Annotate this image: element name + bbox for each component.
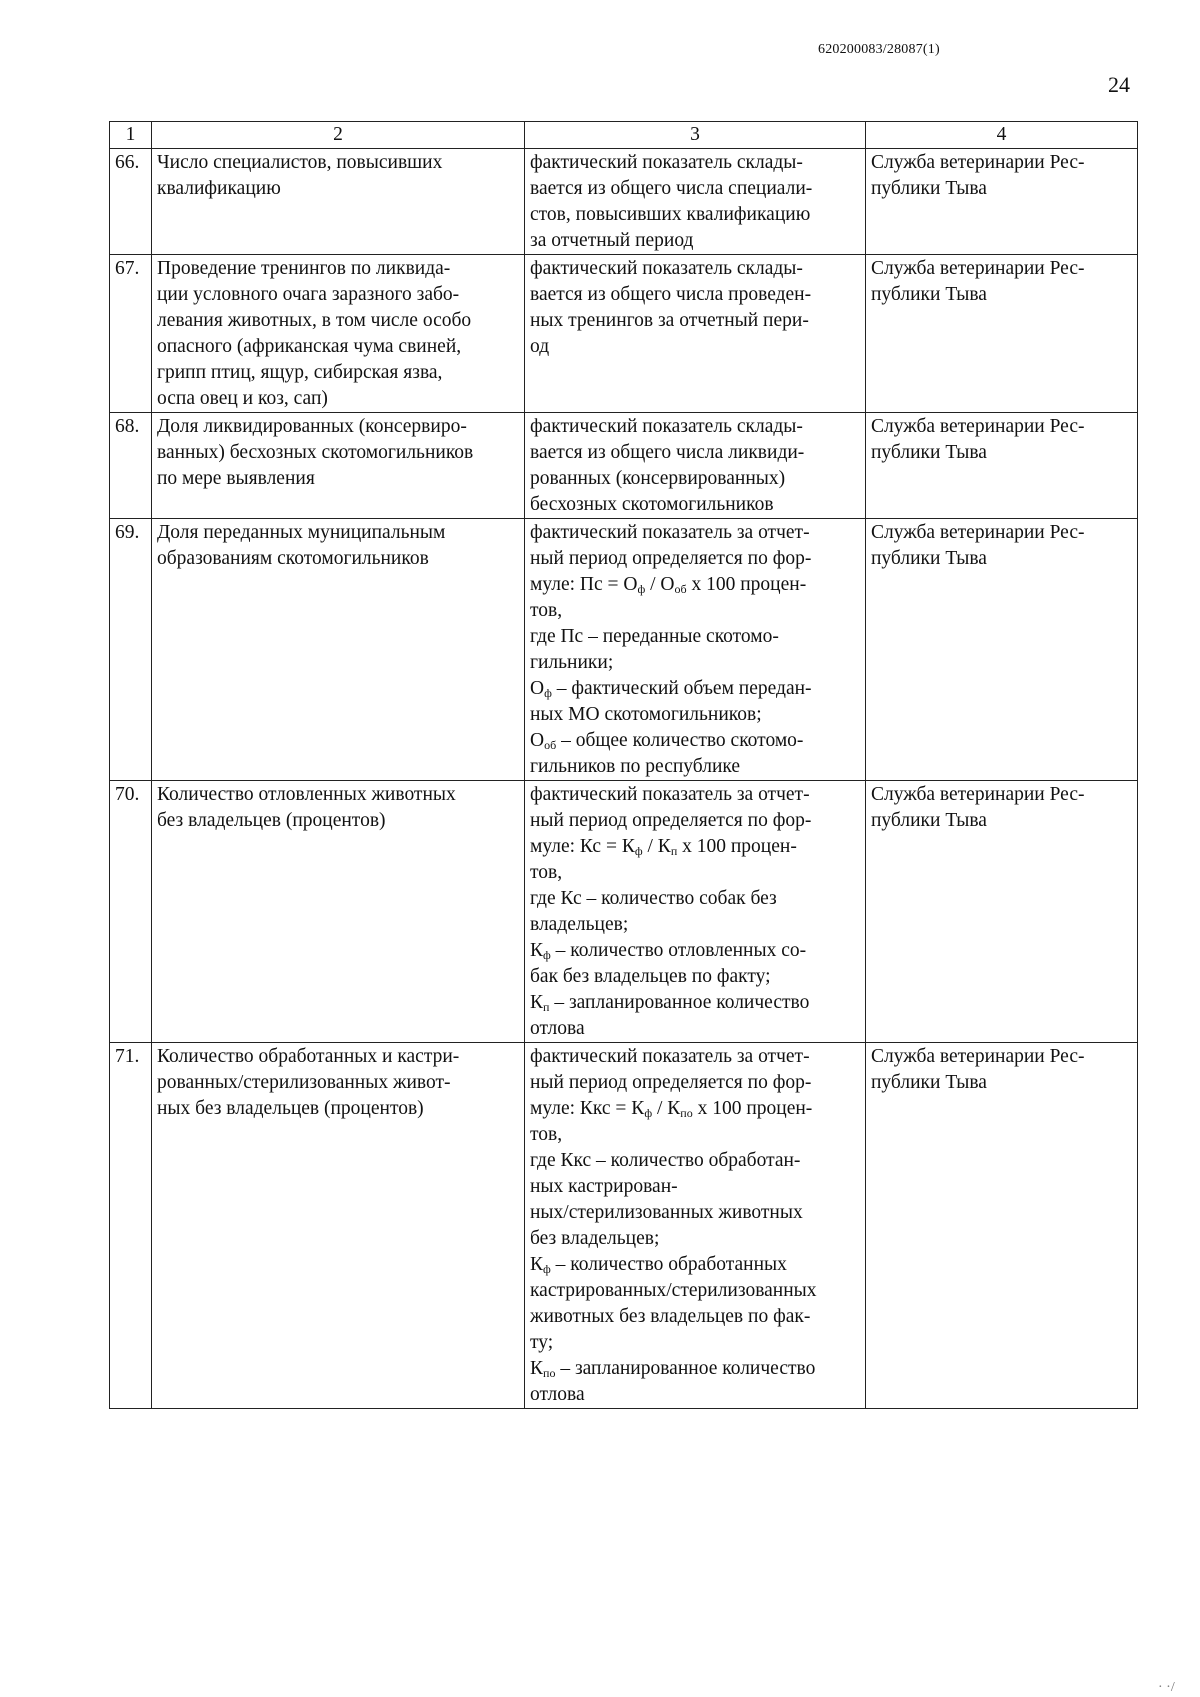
responsible-agency: Служба ветеринарии Рес- публики Тыва <box>866 1043 1138 1409</box>
row-number: 69. <box>110 519 152 781</box>
subscript-p: п <box>670 844 678 858</box>
subscript-ob: об <box>674 582 687 596</box>
method-text: фактический показатель за отчет- ный период определяется по фор- муле: Пс = О <box>530 522 812 595</box>
corner-mark: · ·/ <box>1158 1680 1175 1695</box>
column-header-4: 4 <box>866 122 1138 149</box>
method-text: фактический показатель за отчет- ный период определяется по фор- муле: Ккс = К <box>530 1046 812 1119</box>
subscript-po: по <box>543 1366 556 1380</box>
table-row <box>110 149 1138 255</box>
subscript-po: по <box>680 1106 693 1120</box>
method-text: фактический показатель склады- вается из общего числа ликвиди- рованных (консервированных) бесхозных скотомогильников <box>530 416 805 515</box>
row-number: 67. <box>110 255 152 413</box>
indicator-name: Число специалистов, повысивших квалификацию <box>152 149 525 255</box>
calculation-method <box>525 255 866 413</box>
column-header-1: 1 <box>110 122 152 149</box>
indicator-name: Доля ликвидированных (консервиро- ванных) бесхозных скотомогильников по мере выявления <box>152 413 525 519</box>
column-header-2: 2 <box>152 122 525 149</box>
method-text: / К <box>652 1098 681 1119</box>
row-number: 71. <box>110 1043 152 1409</box>
table-header <box>110 122 1138 149</box>
method-text: – количество отловленных со- бак без владельцев по факту; К <box>530 940 807 1013</box>
responsible-agency: Служба ветеринарии Рес- публики Тыва <box>866 413 1138 519</box>
method-text: фактический показатель склады- вается из общего числа специали- стов, повысивших квалификацию за отчетный период <box>530 152 813 251</box>
page-number: 24 <box>1108 72 1130 97</box>
responsible-agency: Служба ветеринарии Рес- публики Тыва <box>866 781 1138 1043</box>
subscript-f: ф <box>637 582 646 596</box>
indicator-name: Количество обработанных и кастри- рованных/стерилизованных живот- ных без владельцев (процентов) <box>152 1043 525 1409</box>
subscript-f: ф <box>634 844 643 858</box>
method-text: – запланированное количество отлова <box>530 1358 816 1405</box>
method-text: х 100 процен- тов, где Ккс – количество обработан- ных кастрирован- ных/стерилизованных животных без владельцев; К <box>530 1098 813 1275</box>
calculation-method <box>525 1043 866 1409</box>
calculation-method <box>525 413 866 519</box>
method-text: х 100 процен- тов, где Кс – количество собак без владельцев; К <box>530 836 797 961</box>
row-number: 70. <box>110 781 152 1043</box>
subscript-f: ф <box>544 686 552 700</box>
table-row <box>110 1043 1138 1409</box>
table-row <box>110 413 1138 519</box>
row-number: 66. <box>110 149 152 255</box>
method-text: – фактический объем передан- ных МО скотомогильников; О <box>530 678 812 751</box>
subscript-f: ф <box>543 948 551 962</box>
subscript-f: ф <box>543 1262 551 1276</box>
responsible-agency: Служба ветеринарии Рес- публики Тыва <box>866 255 1138 413</box>
indicator-name: Количество отловленных животных без владельцев (процентов) <box>152 781 525 1043</box>
indicators-table <box>109 121 1138 1409</box>
table-row <box>110 519 1138 781</box>
method-text: х 100 процен- тов, где Пс – переданные скотомо- гильники; О <box>530 574 807 699</box>
subscript-f: ф <box>644 1106 653 1120</box>
subscript-p: п <box>543 1000 550 1014</box>
indicator-name: Доля переданных муниципальным образованиям скотомогильников <box>152 519 525 781</box>
method-text: / О <box>645 574 675 595</box>
responsible-agency: Служба ветеринарии Рес- публики Тыва <box>866 519 1138 781</box>
table-row <box>110 781 1138 1043</box>
indicator-name: Проведение тренингов по ликвида- ции условного очага заразного забо- левания животных, в том числе особо опасного (африканская чума свиней, грипп птиц, ящур, сибирская язва, оспа овец и коз, сап) <box>152 255 525 413</box>
document-code: 620200083/28087(1) <box>818 42 940 57</box>
calculation-method <box>525 519 866 781</box>
column-number-row <box>110 122 1138 149</box>
method-text: фактический показатель за отчет- ный период определяется по фор- муле: Кс = К <box>530 784 812 857</box>
calculation-method <box>525 781 866 1043</box>
column-header-3: 3 <box>525 122 866 149</box>
calculation-method <box>525 149 866 255</box>
table-row <box>110 255 1138 413</box>
method-text: – количество обработанных кастрированных/стерилизованных животных без владельцев по фак- ту; К <box>530 1254 817 1379</box>
row-number: 68. <box>110 413 152 519</box>
method-text: – общее количество скотомо- гильников по республике <box>530 730 804 777</box>
method-text: – запланированное количество отлова <box>530 992 810 1039</box>
subscript-ob: об <box>544 738 557 752</box>
method-text: фактический показатель склады- вается из общего числа проведен- ных тренингов за отчетный пери- од <box>530 258 812 357</box>
method-text: / К <box>642 836 671 857</box>
responsible-agency: Служба ветеринарии Рес- публики Тыва <box>866 149 1138 255</box>
